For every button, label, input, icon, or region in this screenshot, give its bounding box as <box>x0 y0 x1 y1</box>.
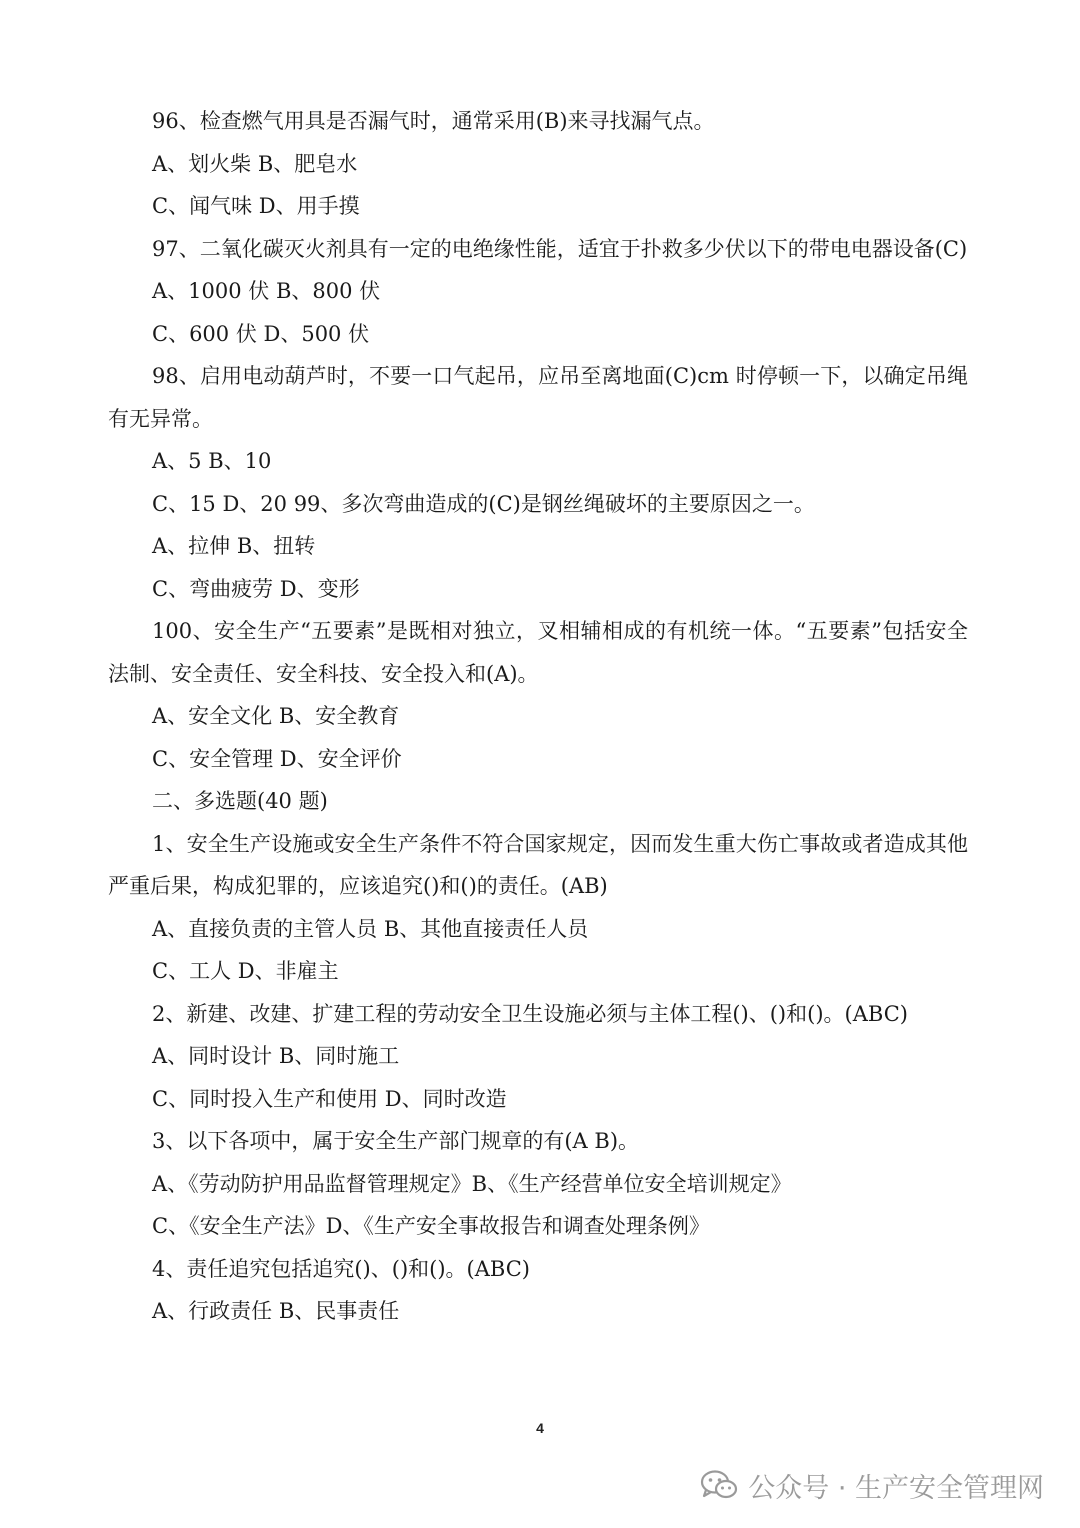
text-line: C、600 伏 D、500 伏 <box>152 321 370 346</box>
page-number: 4 <box>536 1420 544 1436</box>
text-line: C、弯曲疲劳 D、变形 <box>152 576 360 601</box>
text-line: 96、检查燃气用具是否漏气时，通常采用(B)来寻找漏气点。 <box>152 109 715 133</box>
text-line: C、安全管理 D、安全评价 <box>152 746 402 771</box>
text-line: 3、以下各项中，属于安全生产部门规章的有(A B)。 <box>152 1129 640 1153</box>
text-line: A、安全文化 B、安全教育 <box>152 704 400 728</box>
text-line: C、工人 D、非雇主 <box>152 959 339 983</box>
watermark <box>700 1458 1044 1512</box>
text-line: C、闻气味 D、用手摸 <box>152 194 360 218</box>
question-paragraph: 100、安全生产“五要素”是既相对独立，叉相辅相成的有机统一体。“五要素”包括安全法制、安全责任、安全科技、安全投入和(A)。 <box>108 619 968 686</box>
text-line: C、同时投入生产和使用 D、同时改造 <box>152 1086 507 1111</box>
text-line: C、《安全生产法》D、《生产安全事故报告和调查处理条例》 <box>152 1214 710 1238</box>
text-line: 2、新建、改建、扩建工程的劳动安全卫生设施必须与主体工程()、()和()。(ABC) <box>152 1001 908 1026</box>
text-line: A、《劳动防护用品监督管理规定》B、《生产经营单位安全培训规定》 <box>152 1171 792 1196</box>
text-line: A、同时设计 B、同时施工 <box>152 1044 400 1068</box>
text-line: A、1000 伏 B、800 伏 <box>152 279 381 303</box>
document-body <box>108 100 968 1333</box>
text-line: A、行政责任 B、民事责任 <box>152 1299 400 1323</box>
question-paragraph: 1、安全生产设施或安全生产条件不符合国家规定，因而发生重大伤亡事故或者造成其他严重后果，构成犯罪的，应该追究()和()的责任。(AB) <box>108 831 968 898</box>
text-line: A、直接负责的主管人员 B、其他直接责任人员 <box>152 916 589 941</box>
watermark-text: 公众号 · 生产安全管理网 <box>748 1472 1044 1504</box>
text-line: 4、责任追究包括追究()、()和()。(ABC) <box>152 1256 530 1281</box>
question-paragraph: 98、启用电动葫芦时，不要一口气起吊，应吊至离地面(C)cm 时停顿一下，以确定吊绳有无异常。 <box>108 364 968 431</box>
text-line: A、5 B、10 <box>152 449 272 473</box>
wechat-icon <box>700 1470 738 1500</box>
text-line: A、划火柴 B、肥皂水 <box>152 151 358 176</box>
text-line: C、15 D、20 99、多次弯曲造成的(C)是钢丝绳破坏的主要原因之一。 <box>152 491 815 516</box>
text-line: A、拉伸 B、扭转 <box>152 534 316 558</box>
text-line: 二、多选题(40 题) <box>152 789 328 813</box>
question-paragraph: 97、二氧化碳灭火剂具有一定的电绝缘性能，适宜于扑救多少伏以下的带电电器设备(C) <box>152 236 968 261</box>
